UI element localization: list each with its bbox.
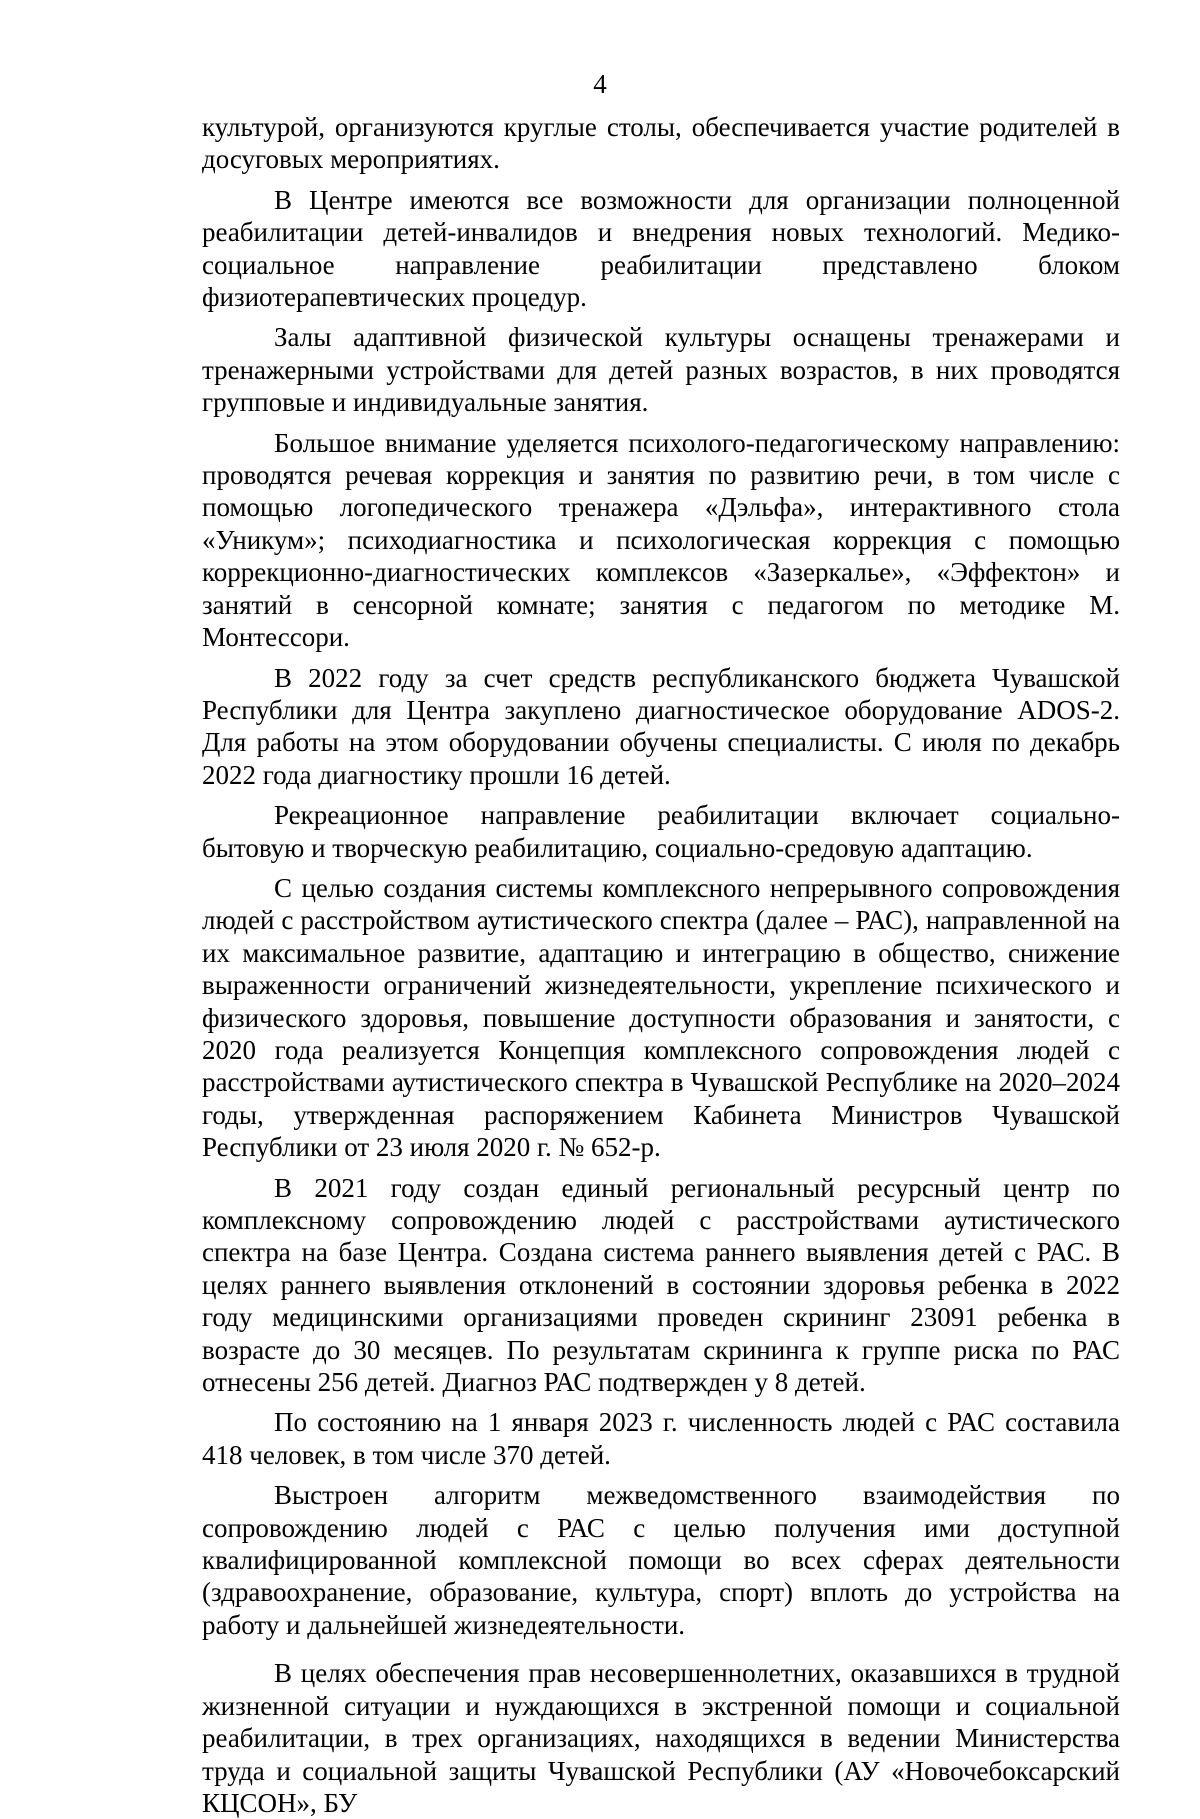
document-body — [202, 111, 1120, 1819]
paragraph-3: Залы адаптивной физической культуры оснащены тренажерами и тренажерными устройствами для детей разных возрастов, в них проводятся групповые и индивидуальные занятия. — [202, 322, 1120, 418]
paragraph-1: культурой, организуются круглые столы, обеспечивается участие родителей в досуговых мероприятиях. — [202, 112, 1120, 175]
paragraph-7: С целью создания системы комплексного непрерывного сопровождения людей с расстройством аутистического спектра (далее – РАС), направленной на их максимальное развитие, адаптацию и интеграцию в общество, снижение выраженности ограничений жизнедеятельности, укрепление психического и физического здоровья, повышение доступности образования и занятости, с 2020 года реализуется Концепция комплексного сопровождения людей с расстройствами аутистического спектра в Чувашской Республике на 2020–2024 годы, утвержденная распоряжением Кабинета Министров Чувашской Республики от 23 июля 2020 г. № 652-р. — [202, 872, 1120, 1163]
page-number: 4 — [593, 69, 607, 99]
paragraph-5: В 2022 году за счет средств республиканского бюджета Чувашской Республики для Центра закуплено диагностическое оборудование ADOS-2. Для работы на этом оборудовании обучены специалисты. С июля по декабрь 2022 года диагностику прошли 16 детей. — [202, 662, 1120, 790]
paragraph-2: В Центре имеются все возможности для организации полноценной реабилитации детей-инвалидов и внедрения новых технологий. Медико-социальное направление реабилитации представлено блоком физиотерапевтических процедур. — [202, 184, 1120, 313]
paragraph-10: Выстроен алгоритм межведомственного взаимодействия по сопровождению людей с РАС с целью получения ими доступной квалифицированной комплексной помощи во всех сферах деятельности (здравоохранение, образование, культура, спорт) вплоть до устройства на работу и дальнейшей жизнедеятельности. — [202, 1480, 1120, 1640]
paragraph-11: В целях обеспечения прав несовершеннолетних, оказавшихся в трудной жизненной ситуации и нуждающихся в экстренной помощи и социальной реабилитации, в трех организациях, находящихся в ведении Министерства труда и социальной защиты Чувашской Республики (АУ «Новочебоксарский КЦСОН», БУ — [202, 1658, 1120, 1818]
paragraph-8: В 2021 году создан единый региональный ресурсный центр по комплексному сопровождению людей с расстройствами аутистического спектра на базе Центра. Создана система раннего выявления детей с РАС. В целях раннего выявления отклонений в состоянии здоровья ребенка в 2022 году медицинскими организациями проведен скрининг 23091 ребенка в возрасте до 30 месяцев. По результатам скрининга к группе риска по РАС отнесены 256 детей. Диагноз РАС подтвержден у 8 детей. — [202, 1172, 1120, 1398]
paragraph-6: Рекреационное направление реабилитации включает социально-бытовую и творческую реабилитацию, социально-средовую адаптацию. — [202, 800, 1120, 863]
paragraph-4: Большое внимание уделяется психолого-педагогическому направлению: проводятся речевая коррекция и занятия по развитию речи, в том числе с помощью логопедического тренажера «Дэльфа», интерактивного стола «Уникум»; психодиагностика и психологическая коррекция с помощью коррекционно-диагностических комплексов «Зазеркалье», «Эффектон» и занятий в сенсорной комнате; занятия с педагогом по методике М. Монтессори. — [202, 427, 1120, 653]
paragraph-9: По состоянию на 1 января 2023 г. численность людей с РАС составила 418 человек, в том числе 370 детей. — [202, 1407, 1120, 1470]
